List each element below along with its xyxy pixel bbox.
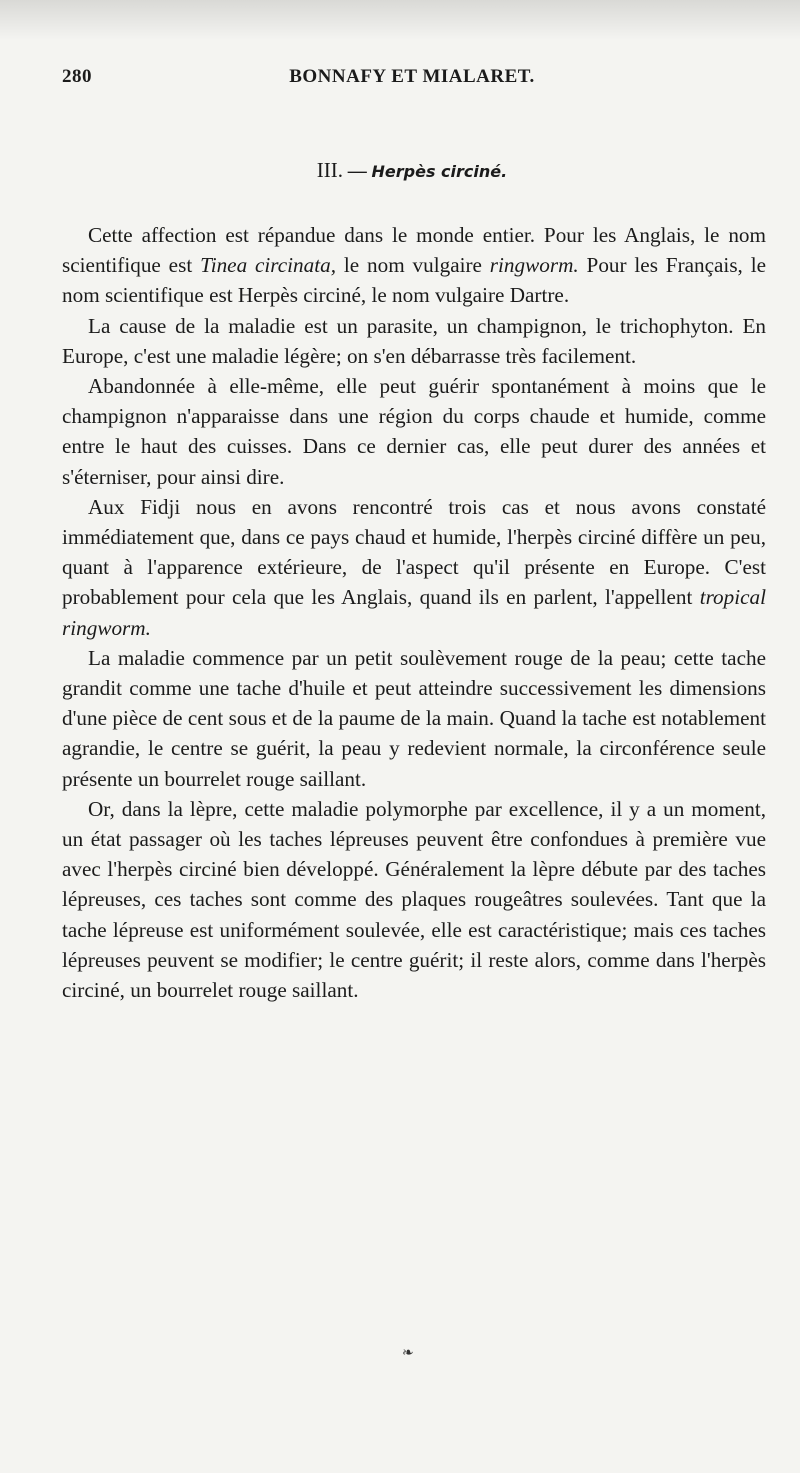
section-numeral: III. [316,158,344,182]
paragraph-6 [62,794,766,1005]
body-text [62,220,766,1005]
paragraph-3 [62,371,766,492]
paragraph-text: Abandonnée à elle-même, elle peut guérir spontanément à moins que le champignon n'apparaisse dans une région du corps chaude et humide, comme entre le haut des cuisses. Dans ce dernier cas, elle peut durer des années et s'éterniser, pour ainsi dire. [62,374,766,489]
paragraph-text: Aux Fidji nous en avons rencontré trois cas et nous avons constaté immédiatement que, dans ce pays chaud et humide, l'herpès circiné diffère un peu, quant à l'apparence extérieure, de l'aspect qu'il présente en Europe. C'est probablement pour cela que les Anglais, quand ils en parlent, l'appellent [62,494,766,610]
scan-edge-shadow [0,0,800,40]
paragraph-text: Cette affection est répandue dans le monde entier. Pour les Anglais, le nom scientifique est [62,223,766,278]
italic-term: ringworm. [489,253,579,278]
section-dash: — [347,161,367,182]
paragraph-text: Pour les Français, le nom scientifique est Herpès circiné, le nom vulgaire Dartre. [62,253,766,308]
paragraph-5 [62,643,766,794]
paragraph-text: le nom vulgaire [336,253,490,278]
section-title: Herpès circiné. [371,162,508,181]
paragraph-text: Or, dans la lèpre, cette maladie polymorphe par excellence, il y a un moment, un état passager où les taches lépreuses peuvent être confondues à première vue avec l'herpès circiné bien développé. Généralement la lèpre débute par des taches lépreuses, ces taches sont comme des plaques rougeâtres soulevées. Tant que la tache lépreuse est uniformément soulevée, elle est caractéristique; mais ces taches lépreuses peuvent se modifier; le centre guérit; il reste alors, comme dans l'herpès circiné, un bourrelet rouge saillant. [62,796,766,1003]
paragraph-2 [62,311,766,371]
paragraph-text: La cause de la maladie est un parasite, un champignon, le trichophyton. En Europe, c'est une maladie légère; on s'en débarrasse très facilement. [62,313,766,368]
paragraph-4 [62,492,766,643]
paragraph-1 [62,220,766,311]
running-head [62,66,762,96]
printer-mark-icon: ❧ [402,1346,414,1361]
page-number: 280 [62,66,92,87]
italic-term: Tinea circinata, [200,253,337,278]
italic-term: tropical ringworm. [62,585,766,640]
section-heading [62,158,762,183]
running-title: BONNAFY ET MIALARET. [289,66,535,87]
paragraph-text: La maladie commence par un petit soulèvement rouge de la peau; cette tache grandit comme une tache d'huile et peut atteindre successivement les dimensions d'une pièce de cent sous et de la paume de la main. Quand la tache est notablement agrandie, le centre se guérit, la peau y redevient normale, la circonférence seule présente un bourrelet rouge saillant. [62,645,766,791]
